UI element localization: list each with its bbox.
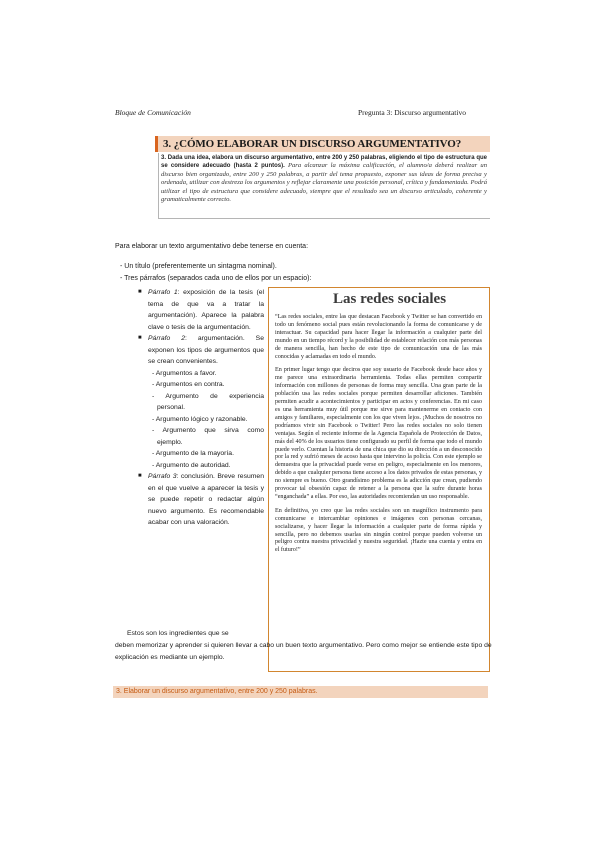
question-body (158, 153, 490, 219)
structure-column (138, 287, 264, 529)
article-paragraph-3: En definitiva, yo creo que las redes sociales son un magnífico instrumento para comunicarse e intercambiar opiniones e imágenes con personas cercanas, socializarse, y hacer llegar la información a cualquier parte de forma rápida y sencilla, pero no debemos usarlas sin ningún control porque pueden volverse un peligro contra nuestra privacidad y nuestra seguridad. ¡Hazte una cuenta y entra en el futuro!” (275, 507, 482, 554)
bullet-paragraphs: - Tres párrafos (separados cada uno de ellos por un espacio): (120, 275, 312, 282)
paragraph-3-text: : conclusión. Breve resumen en el que vuelve a aparecer la tesis y se puede repetir o redactar algún nuevo argumento. Es recomendable acabar con una valoración. (148, 473, 264, 526)
square-bullet-icon: ■ (138, 289, 142, 295)
question-box (155, 136, 490, 220)
square-bullet-icon: ■ (138, 473, 142, 479)
paragraph-1-label: Párrafo 1 (148, 289, 178, 296)
header-question-label: Pregunta 3: Discurso argumentativo (358, 108, 466, 117)
square-bullet-icon: ■ (138, 335, 142, 341)
article-title: Las redes sociales (333, 291, 447, 307)
argument-item: - Argumento lógico y razonable. (152, 415, 248, 423)
closing-line-1: Estos son los ingredientes que se (127, 630, 229, 637)
question-title: 3. ¿CÓMO ELABORAR UN DISCURSO ARGUMENTATIVO? (155, 136, 490, 152)
argument-item: - Argumento de autoridad. (152, 461, 231, 469)
bullet-title: - Un título (preferentemente un sintagma nominal). (120, 263, 277, 270)
intro-text: Para elaborar un texto argumentativo debe tenerse en cuenta: (115, 243, 309, 250)
question-lead: 3. Dada una idea, elabora un discurso argumentativo, entre 200 y 250 palabras, eligiendo el tipo de estructura que se considere adecuado (hasta 2 puntos). (161, 155, 487, 170)
paragraph-1-text: : exposición de la tesis (el tema de que va a tratar la argumentación). Aparece la palabra clave o tesis de la argumentación. (148, 289, 265, 331)
closing-text (115, 628, 495, 664)
argument-item: - Argumento de la mayoría. (152, 450, 234, 457)
question-instructions: Para alcanzar la máxima calificación, el alumno/a deberá realizar un discurso bien organizado, entre 200 y 250 palabras, a partir del tema propuesto, exponer sus ideas de forma precisa y ordenada, utilizar con destreza los argumentos y reflejar claramente una posición personal, crítica y fundamentada. Podrá utilizar el tipo de estructura que considere adecuado, siempre que el resultado sea un discurso articulado, coherente y gramaticalmente correcto. (161, 162, 488, 204)
article-paragraph-2: En primer lugar tengo que deciros que soy usuario de Facebook desde hace años y me parece una extraordinaria herramienta. Todas ellas permiten compartir información con millones de personas de forma muy sencilla. Una gran parte de la población usa las redes sociales porque permiten desarrollar aficiones. También permiten acudir a acontecimientos y participar en actos y conferencias. En mi caso es una herramienta muy útil porque me sirve para mantenerme en contacto con amigos y familiares, especialmente con los que viven lejos. ¡Muchos de nosotros no podríamos vivir sin Facebook o Twitter! Pero las redes sociales no solo tienen ventajas. Según el reciente informe de la Agencia Española de Protección de Datos, más del 40% de los usuarios tiene configurado su perfil de forma que todo el mundo puede verlo. Cuentan la historia de una chica que dio su dirección a un desconocido por la red y sufrió meses de acoso hasta que intervino la policía. Con este ejemplo se demuestra que la privacidad puede verse en peligro, especialmente en los menores, debido a que cualquier persona tiene acceso a los datos privados de estas personas, y no siempre es bueno. Otro grandísimo problema es la adicción que crean, pudiendo provocar tal obsesión capaz de retener a la persona que la sufre durante horas “enganchada” a ellas. Por eso, las autoridades recomiendan un uso responsable. (275, 367, 482, 500)
closing-line-2: deben memorizar y aprender si quieren llevar a cabo un buen texto argumentativo. Pero como mejor se entiende este tipo de explicación es mediante un ejemplo. (115, 642, 492, 661)
paragraph-1-item (138, 287, 264, 333)
argument-item: - Argumento que sirva como ejemplo. (152, 427, 264, 446)
paragraph-2-item (138, 333, 264, 368)
argument-item: - Argumentos a favor. (152, 369, 217, 377)
paragraph-3-item (138, 471, 264, 529)
example-article (268, 287, 490, 672)
article-paragraph-1: “Las redes sociales, entre las que destacan Facebook y Twitter se han convertido en todo un fenómeno social pues están revolucionando la forma de comunicarse y de interactuar. Su capacidad para hacer llegar la información a cualquier parte del mundo en un tiempo récord y la posibilidad de establecer relación con más personas de manera sencilla, han hecho de este tipo de comunicación una de las más conocidas y aclamadas en todo el mundo. (275, 314, 482, 360)
header-section-label: Bloque de Comunicación (115, 108, 191, 117)
task-banner: 3. Elaborar un discurso argumentativo, entre 200 y 250 palabras. (113, 686, 488, 698)
argument-item: - Argumento de experiencia personal. (152, 392, 264, 411)
paragraph-2-text: : argumentación. Se exponen los tipos de argumentos que se crean convenientes. (148, 335, 264, 365)
paragraph-3-label: Párrafo 3 (148, 473, 177, 480)
argument-item: - Argumentos en contra. (152, 381, 225, 388)
paragraph-2-label: Párrafo 2 (148, 335, 186, 342)
